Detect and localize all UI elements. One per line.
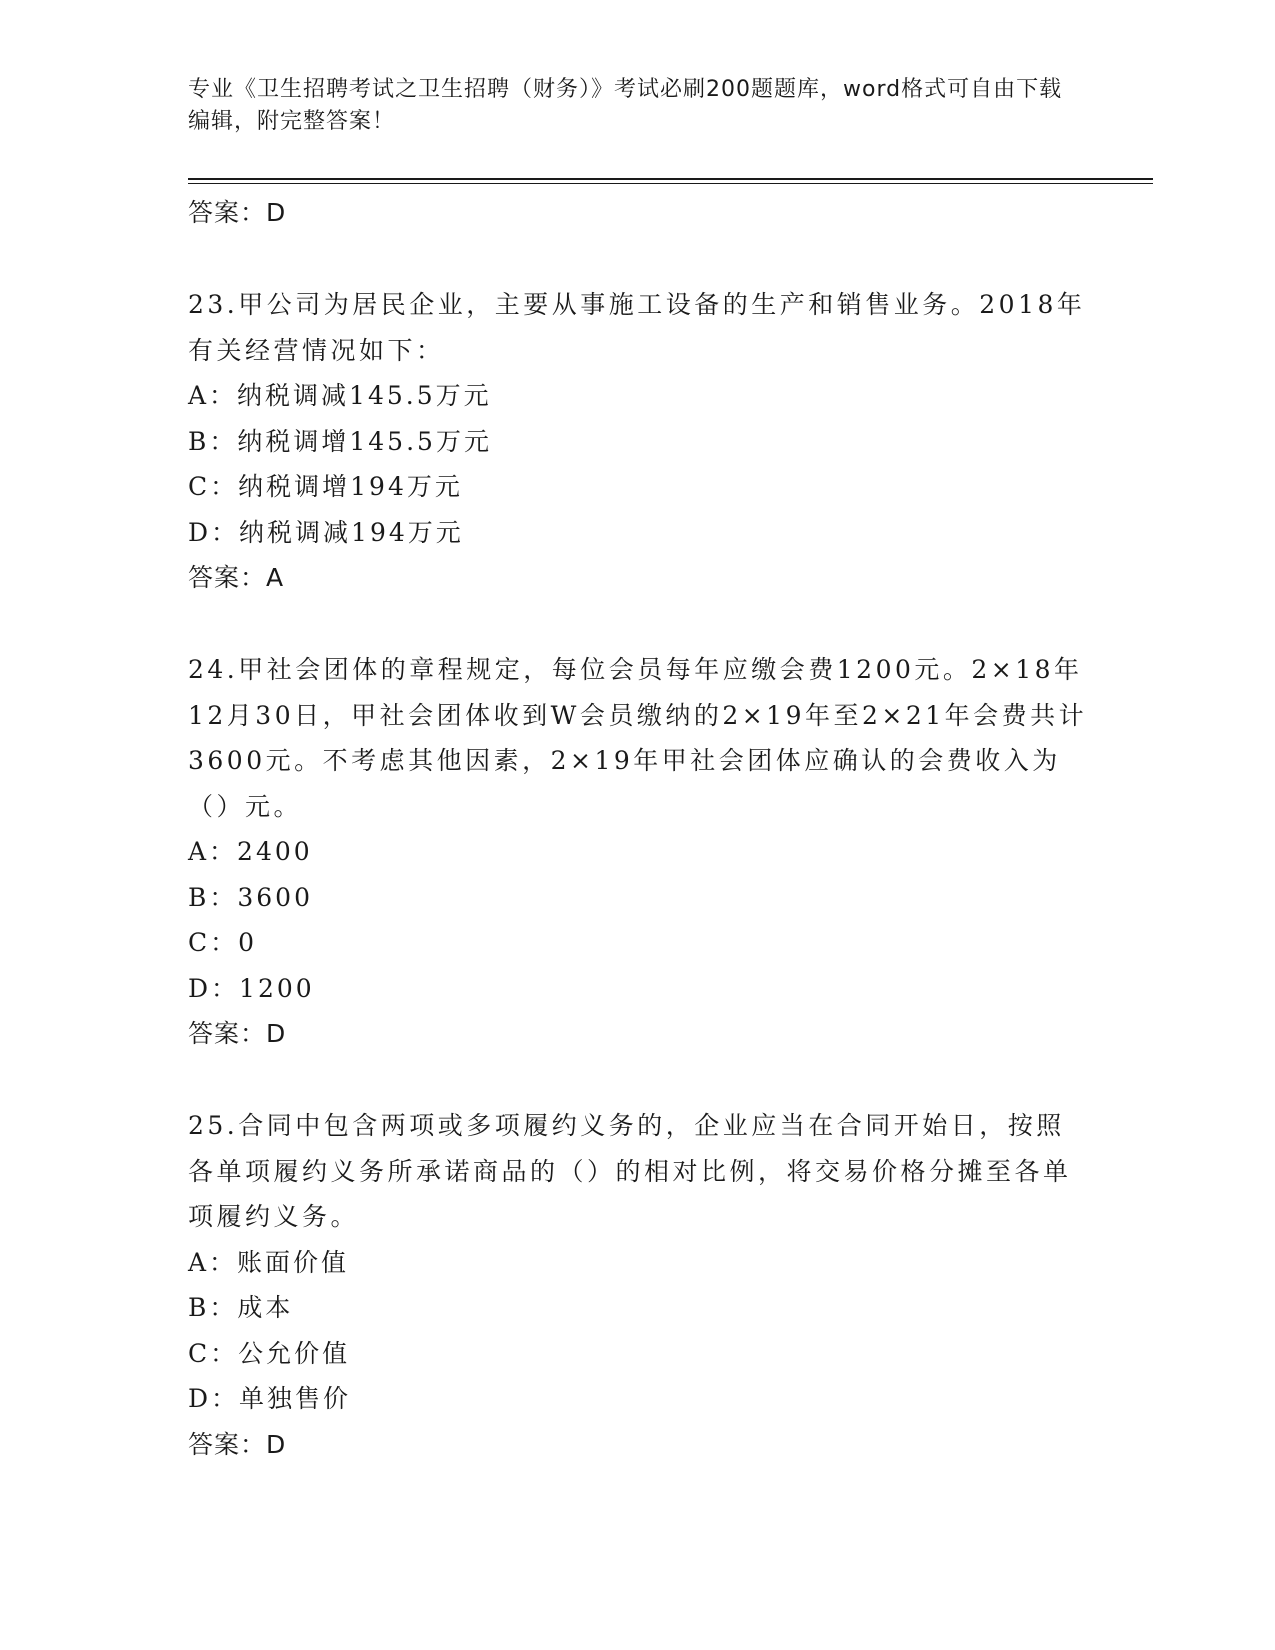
option-a: A：账面价值 <box>188 1247 350 1277</box>
question-stem: 24.甲社会团体的章程规定，每位会员每年应缴会费1200元。2×18年12月30日，甲社会团体收到W会员缴纳的2×19年至2×21年会费共计3600元。不考虑其他因素，2×19年甲社会团体应确认的会费收入为（）元。 <box>188 655 1088 821</box>
page-header: 专业《卫生招聘考试之卫生招聘（财务）》考试必刷200题题库，word格式可自由下载编辑，附完整答案！ <box>188 77 1063 134</box>
option-d: D：纳税调减194万元 <box>188 517 464 547</box>
option-c: C：公允价值 <box>188 1338 351 1368</box>
header-rule-thick <box>188 178 1153 180</box>
option-b: B：3600 <box>188 882 313 912</box>
question-list <box>188 190 1088 1468</box>
option-b: B：成本 <box>188 1293 294 1322</box>
question-block-24 <box>188 647 1088 1057</box>
header-rule-thin <box>188 183 1153 184</box>
question-block-23 <box>188 282 1088 601</box>
option-a: A：2400 <box>188 837 313 866</box>
question-stem: 25.合同中包含两项或多项履约义务的，企业应当在合同开始日，按照各单项履约义务所承诺商品的（）的相对比例，将交易价格分摊至各单项履约义务。 <box>188 1111 1072 1231</box>
answer-line: 答案：D <box>188 198 287 227</box>
question-stem: 23.甲公司为居民企业，主要从事施工设备的生产和销售业务。2018年有关经营情况如下： <box>188 290 1086 365</box>
option-d: D：单独售价 <box>188 1384 352 1413</box>
option-c: C：纳税调增194万元 <box>188 472 463 501</box>
option-b: B：纳税调增145.5万元 <box>188 426 492 456</box>
option-a: A：纳税调减145.5万元 <box>188 381 492 410</box>
question-block-25 <box>188 1103 1088 1468</box>
option-d: D：1200 <box>188 973 315 1003</box>
answer-line: 答案：D <box>188 1429 287 1459</box>
answer-line: 答案：A <box>188 563 285 592</box>
option-c: C：0 <box>188 928 258 957</box>
answer-line: 答案：D <box>188 1019 287 1048</box>
